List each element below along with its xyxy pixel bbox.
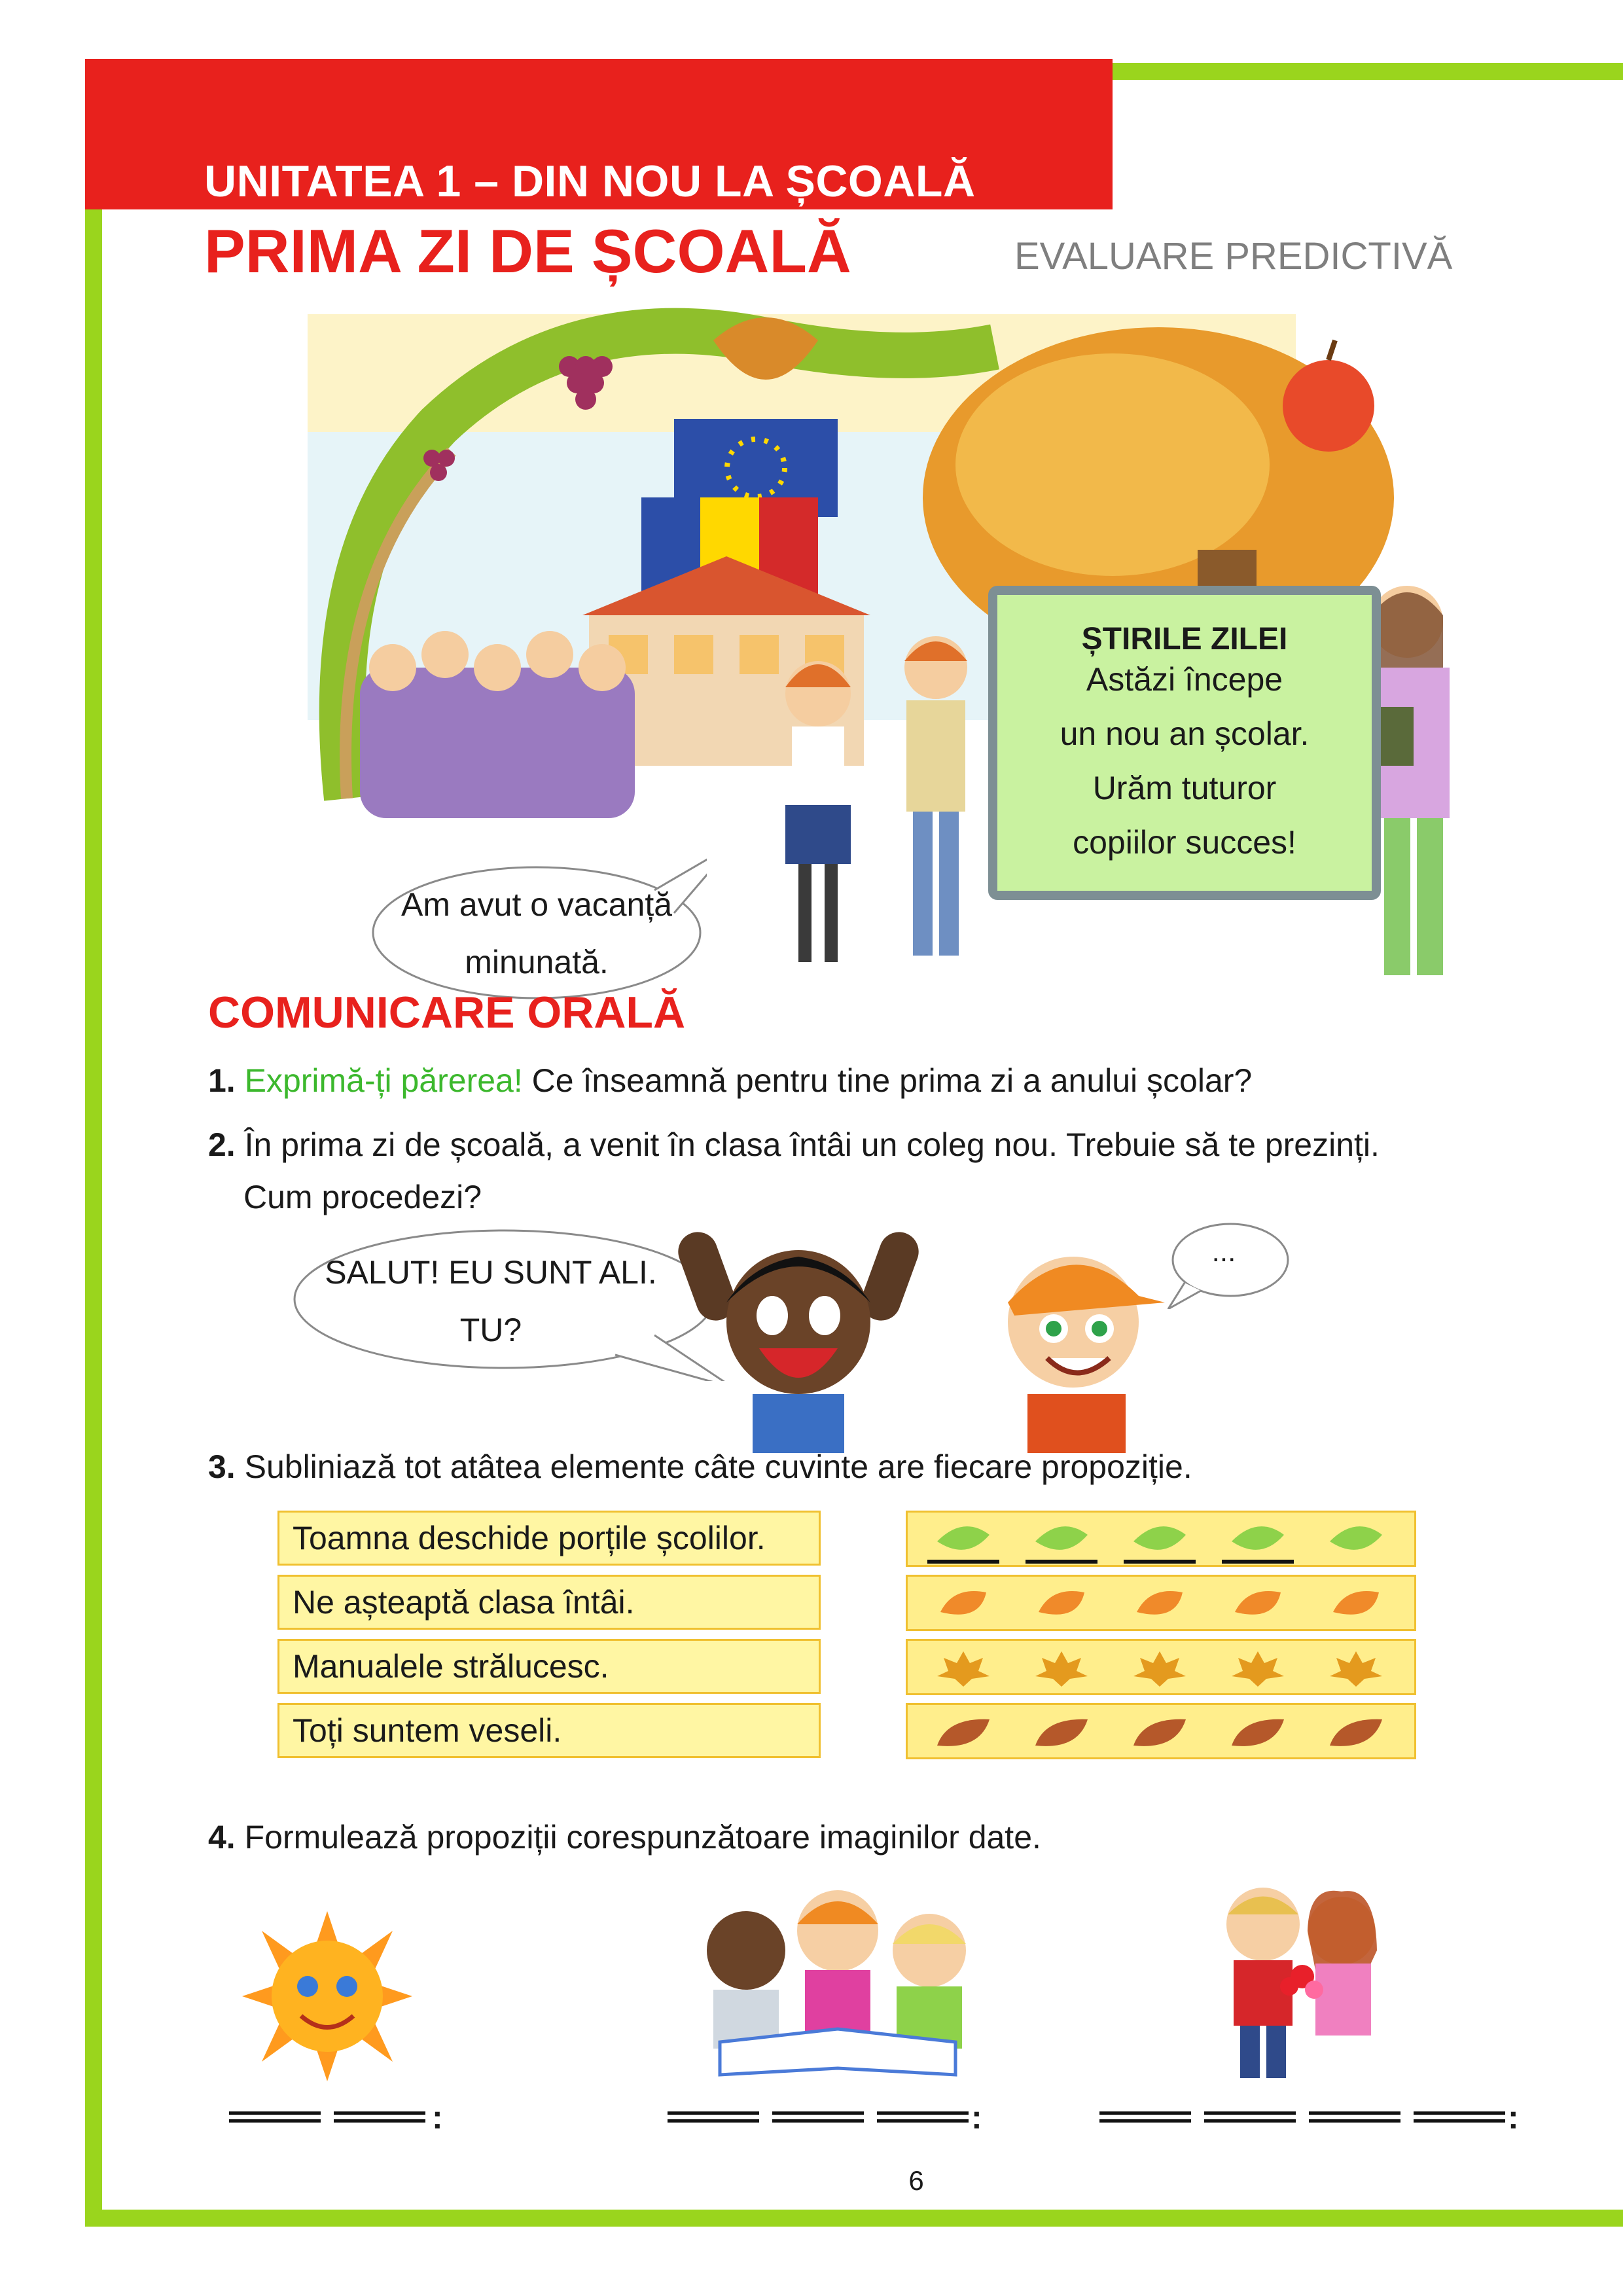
bottom-green-bar xyxy=(85,2210,1623,2227)
sentence-box: Manualele strălucesc. xyxy=(277,1639,821,1694)
children-reading-icon xyxy=(681,1878,995,2088)
ali-character xyxy=(674,1191,923,1453)
orange-leaf-icon xyxy=(1228,1586,1287,1623)
question-2 xyxy=(208,1126,1380,1164)
question-text: Subliniază tot atâtea elemente câte cuvinte are fiecare propoziție. xyxy=(244,1448,1192,1485)
leaf-row-orange xyxy=(906,1575,1416,1631)
question-number: 2. xyxy=(208,1126,236,1163)
answer-colon: : xyxy=(1508,2099,1519,2136)
answer-line-group xyxy=(668,2109,969,2135)
orange-leaf-icon xyxy=(1130,1586,1189,1623)
question-highlight: Exprimă-ți părerea! xyxy=(244,1062,523,1099)
speech-line: SALUT! EU SUNT ALI. xyxy=(325,1254,657,1291)
news-board-title: ȘTIRILE ZILEI xyxy=(1081,622,1288,656)
question-text: Ce înseamnă pentru tine prima zi a anului școlar? xyxy=(522,1062,1253,1099)
green-leaf-icon xyxy=(1327,1522,1385,1558)
answer-line-group xyxy=(1099,2109,1505,2135)
section-heading: COMUNICARE ORALĂ xyxy=(208,988,686,1037)
maple-leaf-icon xyxy=(934,1650,993,1687)
answer-underline xyxy=(1222,1560,1294,1564)
lesson-title: PRIMA ZI DE ȘCOALĂ xyxy=(204,217,851,285)
speech-line: Am avut o vacanță xyxy=(401,886,673,923)
orange-leaf-icon xyxy=(1327,1586,1385,1623)
speech-bubble-text xyxy=(380,876,694,991)
maple-leaf-icon xyxy=(1032,1650,1091,1687)
question-text: Formulează propoziții corespunzătoare imaginilor date. xyxy=(244,1819,1041,1856)
sentence-box: Toamna deschide porțile școlilor. xyxy=(277,1511,821,1566)
speech-bubble-ali-text xyxy=(308,1244,674,1359)
green-leaf-icon xyxy=(1228,1522,1287,1558)
speech-line: TU? xyxy=(459,1312,522,1348)
boy-with-cap-character xyxy=(988,1217,1171,1453)
unit-title: UNITATEA 1 – DIN NOU LA ȘCOALĂ xyxy=(204,156,976,206)
news-board xyxy=(988,586,1381,900)
question-number: 4. xyxy=(208,1819,236,1856)
sentence-box: Ne așteaptă clasa întâi. xyxy=(277,1575,821,1630)
brown-leaf-icon xyxy=(1130,1714,1189,1751)
leaf-row-maple xyxy=(906,1639,1416,1695)
sentence-box: Toți suntem veseli. xyxy=(277,1703,821,1758)
question-2-line2: Cum procedezi? xyxy=(243,1179,482,1215)
evaluation-label: EVALUARE PREDICTIVĂ xyxy=(1014,235,1453,278)
orange-leaf-icon xyxy=(934,1586,993,1623)
girl-character xyxy=(785,661,851,962)
speech-bubble-ellipsis: ... xyxy=(1211,1236,1236,1268)
maple-leaf-icon xyxy=(1130,1650,1189,1687)
news-line: Astăzi începe xyxy=(1086,661,1283,698)
answer-underline xyxy=(927,1560,999,1564)
news-line: Urăm tuturor xyxy=(1092,770,1277,806)
green-leaf-icon xyxy=(1032,1522,1091,1558)
answer-colon: : xyxy=(432,2099,443,2136)
news-line: un nou an școlar. xyxy=(1060,715,1310,752)
maple-leaf-icon xyxy=(1327,1650,1385,1687)
pupils-group xyxy=(360,631,635,818)
question-number: 3. xyxy=(208,1448,236,1485)
boy-character xyxy=(904,636,967,956)
orange-leaf-icon xyxy=(1032,1586,1091,1623)
sun-icon xyxy=(236,1911,419,2081)
page-number: 6 xyxy=(908,2165,924,2196)
question-3 xyxy=(208,1448,1192,1486)
maple-leaf-icon xyxy=(1228,1650,1287,1687)
answer-colon: : xyxy=(971,2099,982,2136)
question-1 xyxy=(208,1062,1252,1100)
children-flowers-icon xyxy=(1204,1878,1400,2094)
answer-underline xyxy=(1124,1560,1196,1564)
question-number: 1. xyxy=(208,1062,236,1099)
answer-underline xyxy=(1026,1560,1097,1564)
answer-line-group xyxy=(229,2109,445,2135)
apple-icon xyxy=(1283,340,1374,452)
question-text: În prima zi de școală, a venit în clasa întâi un coleg nou. Trebuie să te prezinți. xyxy=(244,1126,1380,1163)
leaf-row-green xyxy=(906,1511,1416,1567)
green-leaf-icon xyxy=(1130,1522,1189,1558)
brown-leaf-icon xyxy=(1228,1714,1287,1751)
brown-leaf-icon xyxy=(934,1714,993,1751)
speech-line: minunată. xyxy=(465,944,609,980)
news-line: copiilor succes! xyxy=(1073,824,1296,861)
leaf-row-brown xyxy=(906,1703,1416,1759)
brown-leaf-icon xyxy=(1327,1714,1385,1751)
left-green-bar xyxy=(85,209,102,2227)
green-leaf-icon xyxy=(934,1522,993,1558)
brown-leaf-icon xyxy=(1032,1714,1091,1751)
question-4 xyxy=(208,1818,1041,1856)
top-green-bar xyxy=(1113,63,1623,80)
